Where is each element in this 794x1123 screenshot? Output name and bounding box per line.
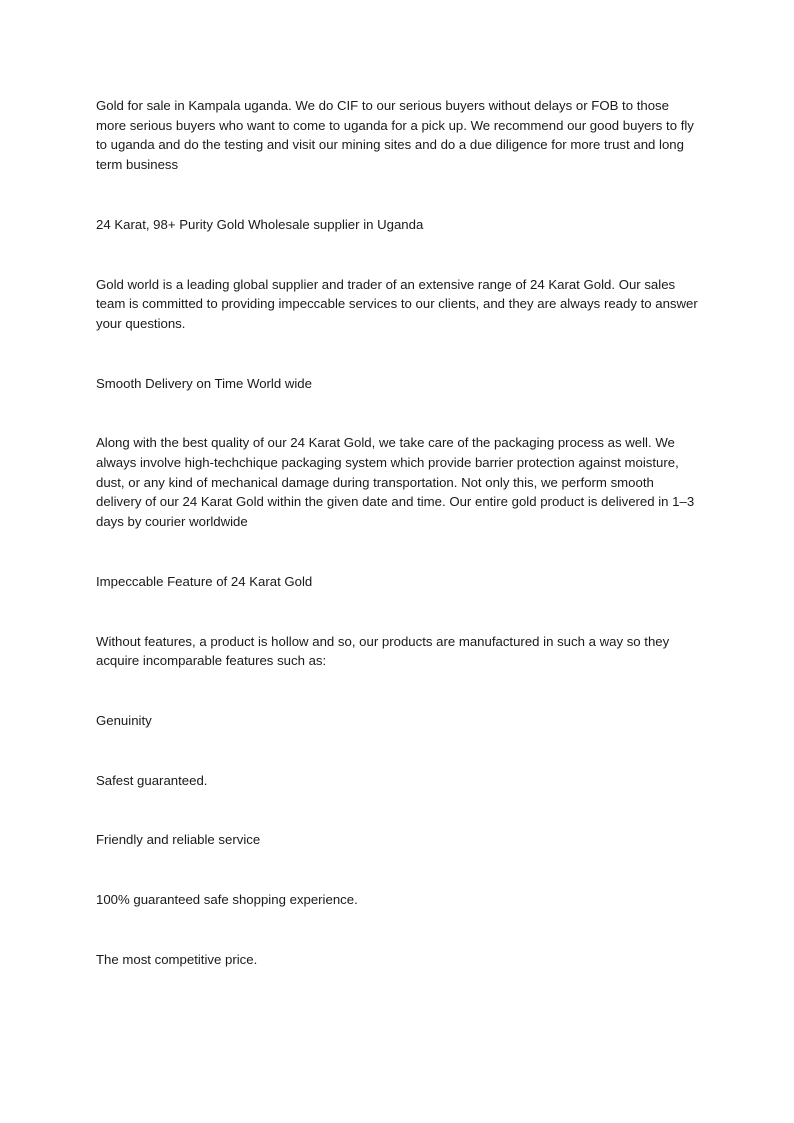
feature-item: The most competitive price. bbox=[96, 951, 258, 967]
feature-item: Friendly and reliable service bbox=[96, 832, 261, 848]
feature-item: Safest guaranteed. bbox=[96, 772, 208, 788]
section-heading-delivery: Smooth Delivery on Time World wide bbox=[96, 375, 312, 391]
feature-item: 100% guaranteed safe shopping experience. bbox=[96, 892, 358, 908]
section-heading-supplier: 24 Karat, 98+ Purity Gold Wholesale supplier in Uganda bbox=[96, 216, 424, 232]
about-paragraph: Gold world is a leading global supplier and trader of an extensive range of 24 Karat Gold. Our sales team is committed to providing impeccable services to our clients, and they are always ready to answer your questions. bbox=[96, 276, 698, 331]
delivery-paragraph: Along with the best quality of our 24 Karat Gold, we take care of the packaging process as well. We always involve high-techchique packaging system which provide barrier protection against moisture, dust, or any kind of mechanical damage during transportation. Not only this, we perform smooth delivery of our 24 Karat Gold within the given date and time. Our entire gold product is delivered in 1–3 days by courier worldwide bbox=[96, 435, 695, 530]
section-heading-features: Impeccable Feature of 24 Karat Gold bbox=[96, 573, 313, 589]
document-body bbox=[96, 96, 700, 1009]
feature-item: Genuinity bbox=[96, 712, 152, 728]
features-intro-paragraph: Without features, a product is hollow and so, our products are manufactured in such a way so they acquire incomparable features such as: bbox=[96, 633, 670, 669]
intro-paragraph: Gold for sale in Kampala uganda. We do CIF to our serious buyers without delays or FOB to those more serious buyers who want to come to uganda for a pick up. We recommend our good buyers to fly to uganda and do the testing and visit our mining sites and do a due diligence for more trust and long term business bbox=[96, 98, 694, 173]
